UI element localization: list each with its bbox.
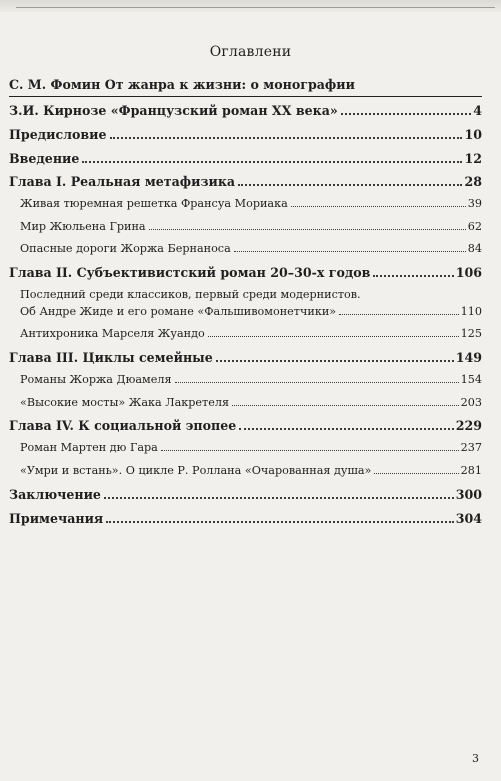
dot-leader xyxy=(232,405,459,406)
toc-entry-gide-line1: Последний среди классиков, первый среди модернистов. xyxy=(20,288,361,301)
dot-leader xyxy=(104,497,454,499)
toc-entry-title: Глава I. Реальная метафизика xyxy=(9,174,236,189)
dot-leader xyxy=(106,521,453,523)
toc-entry-page: 281 xyxy=(460,464,482,477)
toc-entry-title: Антихроника Марселя Жуандо xyxy=(20,327,205,340)
dot-leader xyxy=(82,161,462,163)
dot-leader xyxy=(161,450,459,451)
toc-entry-title: Предисловие xyxy=(9,127,107,142)
dot-leader xyxy=(208,336,459,337)
dot-leader xyxy=(291,206,466,207)
toc-entry-chapter-2 xyxy=(9,265,482,280)
toc-entry-introduction xyxy=(9,151,482,166)
dot-leader xyxy=(216,360,454,362)
toc-entry-page: 125 xyxy=(460,327,482,340)
toc-entry-page: 62 xyxy=(467,220,482,233)
toc-entry-page: 106 xyxy=(455,265,482,280)
dot-leader xyxy=(149,229,466,230)
toc-entry-rolland xyxy=(20,464,482,477)
toc-entry-title: Живая тюремная решетка Франсуа Мориака xyxy=(20,197,288,210)
toc-entry-title: Глава III. Циклы семейные xyxy=(9,350,213,365)
toc-entry-foreword-kirnoze xyxy=(9,103,482,118)
toc-entry-page: 300 xyxy=(455,487,482,502)
dot-leader xyxy=(339,314,459,315)
dot-leader xyxy=(341,113,471,115)
heading-rule xyxy=(9,96,482,97)
toc-entry-bernanos xyxy=(20,242,482,255)
toc-entry-page: 229 xyxy=(455,418,482,433)
toc-entry-chapter-4 xyxy=(9,418,482,433)
page-top-edge xyxy=(0,0,501,12)
toc-entry-title: «Высокие мосты» Жака Лакретеля xyxy=(20,396,230,409)
toc-entry-lacretelle xyxy=(20,396,482,409)
toc-entry-title: Глава II. Субъективистский роман 20–30-х годов xyxy=(9,265,371,280)
toc-entry-duhamel xyxy=(20,373,482,386)
toc-entry-title: Глава IV. К социальной эпопее xyxy=(9,418,237,433)
toc-entry-page: 4 xyxy=(473,103,482,118)
page-number: 3 xyxy=(472,752,479,765)
toc-entry-page: 203 xyxy=(460,396,482,409)
monograph-heading xyxy=(9,77,482,92)
toc-entry-page: 110 xyxy=(460,305,482,318)
toc-entry-green xyxy=(20,220,482,233)
toc-entry-title: Романы Жоржа Дюамеля xyxy=(20,373,172,386)
toc-entry-title: Примечания xyxy=(9,511,104,526)
monograph-heading-text: С. М. Фомин От жанра к жизни: о монографии xyxy=(9,77,355,92)
dot-leader xyxy=(238,184,462,186)
toc-entry-page: 10 xyxy=(464,127,482,142)
toc-entry-page: 28 xyxy=(464,174,482,189)
toc-entry-page: 12 xyxy=(464,151,482,166)
dot-leader xyxy=(373,275,453,277)
toc-entry-martin-du-gard xyxy=(20,441,482,454)
toc-entry-preface xyxy=(9,127,482,142)
toc-title: Оглавлени xyxy=(209,44,292,60)
toc-entry-page: 237 xyxy=(460,441,482,454)
toc-entry-title: «Умри и встань». О цикле Р. Роллана «Очарованная душа» xyxy=(20,464,372,477)
toc-entry-mauriac xyxy=(20,197,482,210)
toc-entry-title: Мир Жюльена Грина xyxy=(20,220,146,233)
toc-entry-page: 39 xyxy=(467,197,482,210)
toc-entry-notes xyxy=(9,511,482,526)
toc-entry-gide xyxy=(20,305,482,318)
toc-entry-page: 304 xyxy=(455,511,482,526)
toc-entry-title: Об Андре Жиде и его романе «Фальшивомонетчики» xyxy=(20,305,337,318)
toc-entry-jouhandeau xyxy=(20,327,482,340)
toc-entry-conclusion xyxy=(9,487,482,502)
dot-leader xyxy=(110,137,463,139)
toc-entry-chapter-3 xyxy=(9,350,482,365)
dot-leader xyxy=(234,251,466,252)
toc-entry-page: 84 xyxy=(467,242,482,255)
toc-entry-page: 149 xyxy=(455,350,482,365)
toc-entry-title: З.И. Кирнозе «Французский роман XX века» xyxy=(9,103,338,118)
dot-leader xyxy=(175,382,459,383)
toc-entry-chapter-1 xyxy=(9,174,482,189)
toc-entry-title: Роман Мартен дю Гара xyxy=(20,441,158,454)
toc-entry-title: Введение xyxy=(9,151,80,166)
toc-entry-page: 154 xyxy=(460,373,482,386)
toc-entry-title: Опасные дороги Жоржа Бернаноса xyxy=(20,242,231,255)
dot-leader xyxy=(374,473,458,474)
toc-entry-title: Заключение xyxy=(9,487,101,502)
dot-leader xyxy=(239,428,453,430)
